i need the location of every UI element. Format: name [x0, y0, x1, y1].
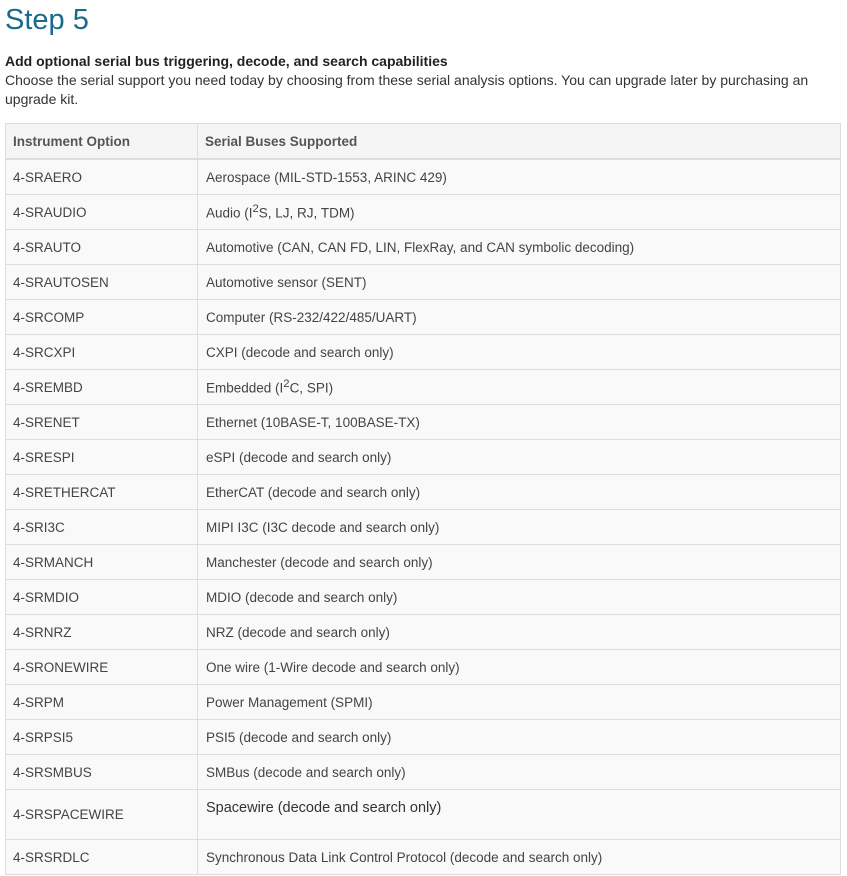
table-row — [6, 545, 841, 580]
buses-text-pre: Audio (I — [206, 205, 253, 221]
option-cell: 4-SRMANCH — [6, 545, 198, 580]
buses-cell: eSPI (decode and search only) — [198, 440, 841, 475]
buses-cell — [198, 370, 841, 405]
table-row — [6, 790, 841, 840]
header-serial-buses: Serial Buses Supported — [198, 124, 841, 160]
table-row — [6, 159, 841, 195]
table-row — [6, 475, 841, 510]
buses-text-pre: Embedded (I — [206, 380, 284, 396]
buses-cell: PSI5 (decode and search only) — [198, 720, 841, 755]
buses-cell: MIPI I3C (I3C decode and search only) — [198, 510, 841, 545]
superscript: 2 — [283, 378, 290, 391]
table-row — [6, 440, 841, 475]
option-cell: 4-SRETHERCAT — [6, 475, 198, 510]
table-row — [6, 300, 841, 335]
option-cell: 4-SRCXPI — [6, 335, 198, 370]
header-instrument-option: Instrument Option — [6, 124, 198, 160]
table-row — [6, 230, 841, 265]
option-cell: 4-SRESPI — [6, 440, 198, 475]
buses-cell: Synchronous Data Link Control Protocol (decode and search only) — [198, 840, 841, 875]
option-cell: 4-SRAUTOSEN — [6, 265, 198, 300]
table-row — [6, 265, 841, 300]
table-row — [6, 720, 841, 755]
option-cell: 4-SRSRDLC — [6, 840, 198, 875]
buses-cell: MDIO (decode and search only) — [198, 580, 841, 615]
option-cell: 4-SRAUTO — [6, 230, 198, 265]
option-cell: 4-SRPM — [6, 685, 198, 720]
buses-cell: CXPI (decode and search only) — [198, 335, 841, 370]
option-cell: 4-SRSMBUS — [6, 755, 198, 790]
table-row — [6, 370, 841, 405]
superscript: 2 — [252, 203, 259, 216]
table-row — [6, 650, 841, 685]
option-cell: 4-SRAERO — [6, 159, 198, 195]
section-intro: Choose the serial support you need today by choosing from these serial analysis options. You can upgrade later by purchasing an upgrade kit. — [5, 72, 809, 107]
buses-cell: NRZ (decode and search only) — [198, 615, 841, 650]
table-row — [6, 685, 841, 720]
option-cell: 4-SRCOMP — [6, 300, 198, 335]
buses-cell — [198, 790, 841, 840]
table-row — [6, 510, 841, 545]
buses-cell — [198, 195, 841, 230]
buses-text-post: C, SPI) — [289, 380, 334, 396]
buses-cell: Manchester (decode and search only) — [198, 545, 841, 580]
table-row — [6, 405, 841, 440]
step-title: Step 5 — [5, 4, 89, 36]
table-row — [6, 580, 841, 615]
buses-cell: SMBus (decode and search only) — [198, 755, 841, 790]
table-row — [6, 335, 841, 370]
table-row — [6, 840, 841, 875]
section-heading: Add optional serial bus triggering, decode, and search capabilities — [5, 53, 448, 69]
buses-cell: Computer (RS-232/422/485/UART) — [198, 300, 841, 335]
table-header-row — [6, 124, 841, 160]
option-cell: 4-SRMDIO — [6, 580, 198, 615]
buses-cell: Aerospace (MIL-STD-1553, ARINC 429) — [198, 159, 841, 195]
buses-cell: Automotive (CAN, CAN FD, LIN, FlexRay, and CAN symbolic decoding) — [198, 230, 841, 265]
buses-cell: Automotive sensor (SENT) — [198, 265, 841, 300]
serial-options-table — [5, 123, 841, 875]
buses-text: Spacewire (decode and search only) — [206, 799, 442, 816]
option-cell: 4-SRPSI5 — [6, 720, 198, 755]
buses-cell: EtherCAT (decode and search only) — [198, 475, 841, 510]
option-cell: 4-SRONEWIRE — [6, 650, 198, 685]
option-cell: 4-SREMBD — [6, 370, 198, 405]
table-row — [6, 755, 841, 790]
option-cell: 4-SRENET — [6, 405, 198, 440]
buses-cell: One wire (1-Wire decode and search only) — [198, 650, 841, 685]
option-cell: 4-SRSPACEWIRE — [6, 790, 198, 840]
table-row — [6, 615, 841, 650]
buses-text-post: S, LJ, RJ, TDM) — [258, 205, 355, 221]
option-cell: 4-SRAUDIO — [6, 195, 198, 230]
table-row — [6, 195, 841, 230]
buses-cell: Ethernet (10BASE-T, 100BASE-TX) — [198, 405, 841, 440]
option-cell: 4-SRI3C — [6, 510, 198, 545]
option-cell: 4-SRNRZ — [6, 615, 198, 650]
buses-cell: Power Management (SPMI) — [198, 685, 841, 720]
